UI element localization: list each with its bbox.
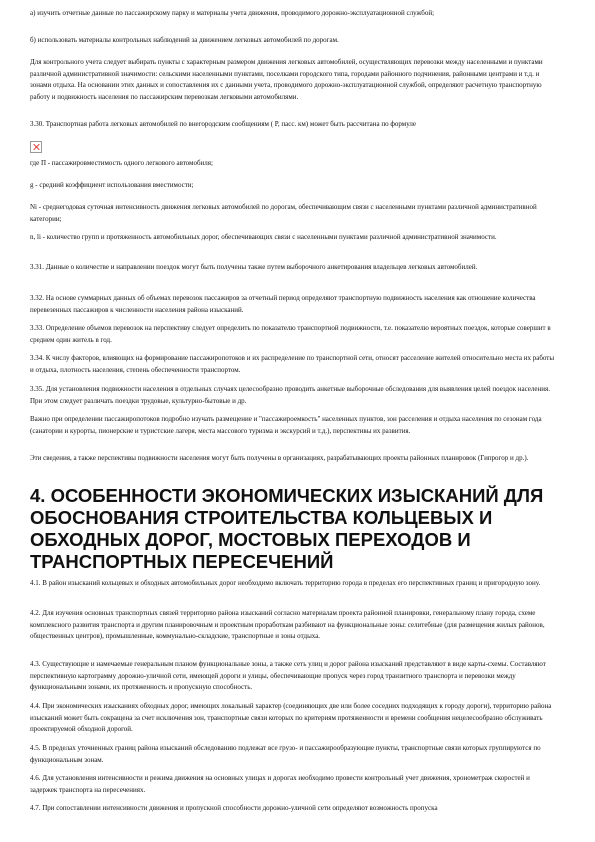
- paragraph: 3.34. К числу факторов, влияющих на формирование пассажиропотоков и их распределение по транспортной сети, относят расселение жителей относительно места их работы и отдыха, плотность населения, степень обеспеченности транспортом.: [30, 354, 555, 374]
- paragraph: Важно при определении пассажиропотоков подробно изучать размещение и "пассажироемкость" населенных пунктов, зон расселения и отдыха населения по сезонам года (санатории и курорты, пионерские и туристские лагеря, места массового туризма и экскурсий и т.д.), перспективы их развития.: [30, 415, 542, 435]
- paragraph: 3.31. Данные о количестве и направлении поездок могут быть получены также путем выборочного анкетирования владельцев легковых автомобилей.: [30, 263, 478, 271]
- paragraph: 3.30. Транспортная работа легковых автомобилей по внегородским сообщениям ( P, пасс. км) может быть рассчитана по формуле: [30, 120, 417, 128]
- paragraph: n, li - количество групп и протяженность автомобильных дорог, обеспечивающих связи с населенными пунктами различной административной значимости.: [30, 233, 497, 241]
- paragraph: 4.5. В пределах уточненных границ района изысканий обследованию подлежат все грузо- и пассажирообразующие пункты, транспортные связи которых группируются по функциональным зонам.: [30, 744, 541, 764]
- broken-image-icon: [30, 141, 42, 153]
- paragraph: б) использовать материалы контрольных наблюдений за движением легковых автомобилей по дорогам.: [30, 36, 339, 44]
- paragraph: Эти сведения, а также перспективы подвижности населения могут быть получены в организациях, разрабатывающих проекты районных планировок (Гипрогор и др.).: [30, 454, 529, 462]
- paragraph: 3.35. Для установления подвижности населения в отдельных случаях целесообразно проводить анкетные выборочные обследования для выявления целей поездок населения. При этом следует различать поездки трудовые, культурно-бытовые и др.: [30, 385, 550, 405]
- paragraph: 3.33. Определение объемов перевозок на перспективу следует определить по показателю транспортной подвижности, т.е. показателю вероятных поездок, которые совершит в среднем один житель в год.: [30, 324, 551, 344]
- paragraph: 4.6. Для установления интенсивности и режима движения на основных улицах и дорогах необходимо провести контрольный учет движения, хронометраж скоростей и задержек транспорта на пересечениях.: [30, 774, 530, 794]
- paragraph: 4.2. Для изучения основных транспортных связей территорию района изысканий согласно материалам проекта районной планировки, генеральному плану города, схеме комплексного развития транспорта и другим планировочным и проектным проработкам разбивают на функциональные зоны: селитебные (для размещения жилых районов, общественных центров), промышленные, коммунально-складские, транспортные и зоны отдыха.: [30, 609, 545, 640]
- paragraph: 4.7. При сопоставлении интенсивности движения и пропускной способности дорожно-уличной сети определяют возможность пропуска: [30, 804, 438, 812]
- section-heading: 4. ОСОБЕННОСТИ ЭКОНОМИЧЕСКИХ ИЗЫСКАНИЙ ДЛЯ ОБОСНОВАНИЯ СТРОИТЕЛЬСТВА КОЛЬЦЕВЫХ И ОБХОДНЫХ ДОРОГ, МОСТОВЫХ ПЕРЕХОДОВ И ТРАНСПОРТНЫХ ПЕРЕСЕЧЕНИЙ: [30, 485, 544, 572]
- paragraph: 4.3. Существующие и намечаемые генеральным планом функциональные зоны, а также сеть улиц и дорог района изысканий представляют в виде карты-схемы. Составляют перспективную картограмму дорожно-уличной сети, имеющей дороги и улицы, обеспечивающие пропуск через город транзитного транспорта и перевозки между функциональными зонами, их протяженность и пропускную способность.: [30, 660, 546, 691]
- paragraph: Для контрольного учета следует выбирать пункты с характерным размером движения легковых автомобилей, осуществляющих перевозки между населенными и пунктами различной административной значимости: сельскими населенными пунктами, поселками городского типа, городами районного подчинения, районными центрами и т.д. и зонами отдыха. На основании этих данных и сопоставления их с данными учета, проводимого дорожно-эксплуатационной службой, определяют расчетную транспортную работу и подвижность населения по пассажирским перевозкам легковыми автомобилями.: [30, 58, 543, 101]
- paragraph: 4.4. При экономических изысканиях обходных дорог, имеющих локальный характер (соединяющих две или более соседних подходящих к городу дороги), территорию района изысканий может быть сокращена за счет исключения зон, транспортные связи которых по критериям протяженности и времени сообщения нецелесообразно обслуживать проектируемой обходной дорогой.: [30, 702, 552, 733]
- paragraph: где П - пассажировместимость одного легкового автомобиля;: [30, 159, 213, 167]
- paragraph: Ni - среднегодовая суточная интенсивность движения легковых автомобилей по дорогам, обеспечивающим связи с населенными пунктами различной административной категории;: [30, 203, 537, 223]
- paragraph: g - средний коэффициент использования вместимости;: [30, 181, 194, 189]
- paragraph: а) изучить отчетные данные по пассажирскому парку и материалы учета движения, проводимого дорожно-эксплуатационной службой;: [30, 9, 435, 17]
- paragraph: 3.32. На основе суммарных данных об объемах перевозок пассажиров за отчетный период определяют транспортную подвижность населения как отношение количества перевезенных пассажиров к численности населения района изысканий.: [30, 294, 536, 314]
- paragraph: 4.1. В район изысканий кольцевых и обходных автомобильных дорог необходимо включать территорию города в пределах его перспективных границ и пригородную зону.: [30, 579, 541, 587]
